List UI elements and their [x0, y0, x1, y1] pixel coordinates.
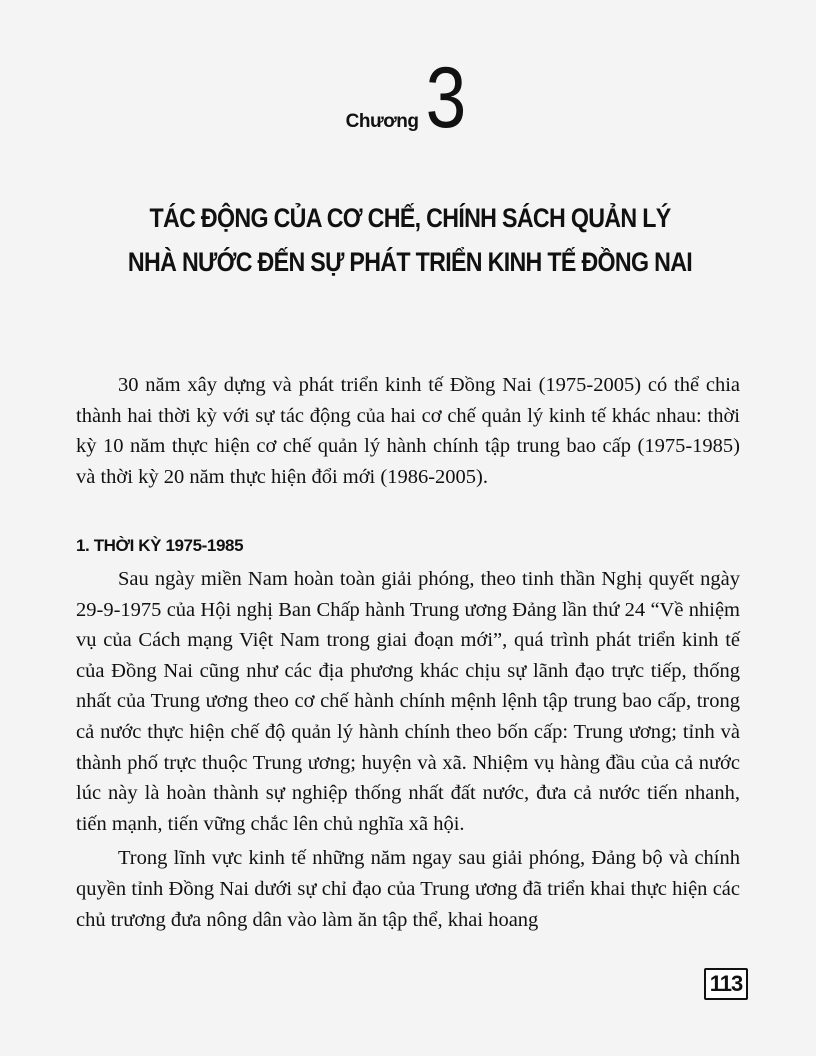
chapter-title — [109, 196, 711, 284]
page-number: 113 — [704, 968, 748, 1000]
section-body — [76, 564, 740, 935]
intro-paragraph: 30 năm xây dựng và phát triển kinh tế Đồng Nai (1975-2005) có thể chia thành hai thời kỳ với sự tác động của hai cơ chế quản lý kinh tế khác nhau: thời kỳ 10 năm thực hiện cơ chế quản lý hành chính tập trung bao cấp (1975-1985) và thời kỳ 20 năm thực hiện đổi mới (1986-2005). — [76, 374, 740, 488]
chapter-title-line-2: NHÀ NƯỚC ĐẾN SỰ PHÁT TRIỂN KINH TẾ ĐỒNG NAI — [127, 247, 693, 277]
chapter-label: Chương — [345, 111, 419, 132]
body-paragraph: Sau ngày miền Nam hoàn toàn giải phóng, theo tinh thần Nghị quyết ngày 29-9-1975 của Hội nghị Ban Chấp hành Trung ương Đảng lần thứ 24 “Về nhiệm vụ của Cách mạng Việt Nam trong giai đoạn mới”, quá trình phát triển kinh tế của Đồng Nai cũng như các địa phương khác chịu sự lãnh đạo trực tiếp, thống nhất của Trung ương theo cơ chế hành chính mệnh lệnh tập trung bao cấp, trong cả nước thực hiện chế độ quản lý hành chính theo bốn cấp: Trung ương; tỉnh và thành phố trực thuộc Trung ương; huyện và xã. Nhiệm vụ hàng đầu của cả nước lúc này là hoàn thành sự nghiệp thống nhất đất nước, đưa cả nước tiến nhanh, tiến mạnh, tiến vững chắc lên chủ nghĩa xã hội. — [76, 568, 740, 835]
body-paragraph: Trong lĩnh vực kinh tế những năm ngay sau giải phóng, Đảng bộ và chính quyền tỉnh Đồng Nai dưới sự chỉ đạo của Trung ương đã triển khai thực hiện các chủ trương đưa nông dân vào làm ăn tập thể, khai hoang — [76, 847, 740, 931]
section-heading: 1. THỜI KỲ 1975-1985 — [76, 536, 244, 555]
intro-section — [76, 370, 740, 492]
chapter-number: 3 — [426, 50, 467, 146]
chapter-title-line-1: TÁC ĐỘNG CỦA CƠ CHẾ, CHÍNH SÁCH QUẢN LÝ — [149, 203, 671, 233]
chapter-heading — [0, 50, 816, 155]
